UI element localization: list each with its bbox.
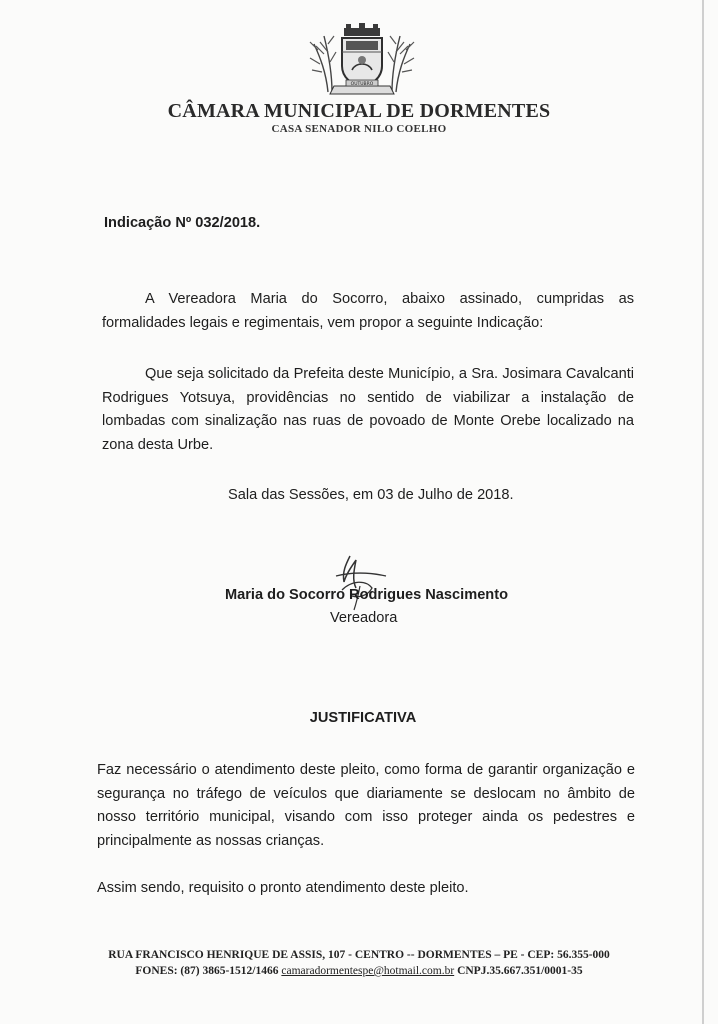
- footer-cnpj: CNPJ.35.667.351/0001-35: [457, 965, 583, 977]
- indicacao-number: Indicação Nº 032/2018.: [104, 215, 261, 231]
- intro-paragraph: A Vereadora Maria do Socorro, abaixo assinado, cumpridas as formalidades legais e regimentais, vem propor a seguinte Indicação:: [102, 291, 634, 331]
- chamber-title: CÂMARA MUNICIPAL DE DORMENTES: [167, 100, 551, 122]
- crest-banner-text: OUTUBRO: [350, 82, 374, 87]
- signer-role: Vereadora: [330, 610, 398, 626]
- footer-contacts: [0, 965, 718, 977]
- scan-edge-line: [702, 0, 704, 1024]
- request-paragraph: Que seja solicitado da Prefeita deste Município, a Sra. Josimara Cavalcanti Rodrigues Yotsuya, providências no sentido de viabilizar a instalação de lombadas com sinalização nas ruas de povoado de Monte Orebe localizado na zona desta Urbe.: [102, 366, 634, 453]
- footer-phones: FONES: (87) 3865-1512/1466: [135, 965, 279, 977]
- justificativa-heading: JUSTIFICATIVA: [309, 710, 417, 726]
- session-date: Sala das Sessões, em 03 de Julho de 2018.: [228, 487, 514, 503]
- chamber-subtitle: CASA SENADOR NILO COELHO: [271, 123, 447, 135]
- footer-email-link[interactable]: camaradormentespe@hotmail.com.br: [281, 965, 455, 977]
- municipal-coat-of-arms-icon: [306, 22, 418, 98]
- closing-paragraph: Assim sendo, requisito o pronto atendimento deste pleito.: [97, 880, 469, 896]
- justification-paragraph: Faz necessário o atendimento deste pleito, como forma de garantir organização e segurança no tráfego de veículos que diariamente se deslocam no âmbito de nosso território municipal, visando com isso proteger ainda os pedestres e principalmente as nossas crianças.: [97, 762, 635, 849]
- footer-address: RUA FRANCISCO HENRIQUE DE ASSIS, 107 - CENTRO -- DORMENTES – PE - CEP: 56.355-000: [108, 949, 610, 961]
- signer-name: Maria do Socorro Rodrigues Nascimento: [224, 587, 508, 603]
